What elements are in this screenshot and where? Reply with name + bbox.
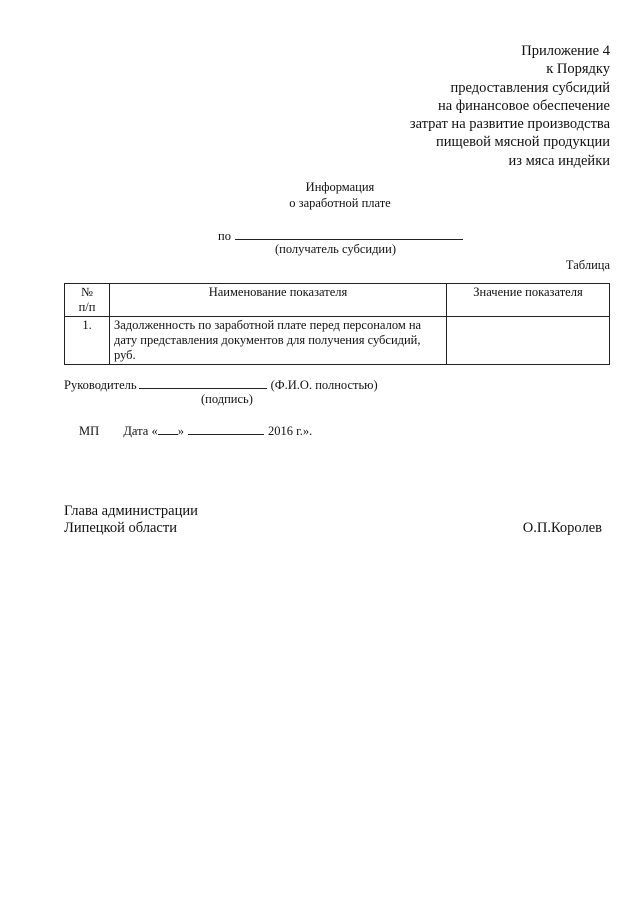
footer-title	[64, 503, 198, 537]
table-header-row	[65, 284, 610, 317]
signature-label: Руководитель	[64, 378, 137, 392]
appendix-line: из мяса индейки	[508, 152, 610, 169]
date-month-blank	[188, 423, 264, 435]
header-name: Наименование показателя	[110, 284, 447, 317]
document-subtitle: о заработной плате	[289, 196, 391, 210]
row-num: 1.	[65, 317, 110, 365]
table-row	[65, 317, 610, 365]
recipient-caption: (получатель субсидии)	[275, 242, 396, 256]
info-table	[64, 283, 610, 365]
date-day-blank	[158, 423, 178, 435]
appendix-line: Приложение 4	[521, 43, 610, 59]
date-label: Дата «	[123, 424, 158, 438]
document-title: Информация	[305, 180, 375, 194]
signature-line	[64, 377, 378, 393]
header-num	[65, 284, 110, 317]
appendix-block	[410, 42, 610, 170]
recipient-prefix: по	[218, 229, 231, 243]
signature-name-hint: (Ф.И.О. полностью)	[270, 378, 378, 392]
signature-caption: (подпись)	[201, 392, 253, 406]
table-label: Таблица	[565, 258, 610, 272]
appendix-line: затрат на развитие производства	[409, 116, 610, 133]
date-year: 2016 г.».	[267, 424, 313, 438]
footer-signer: О.П.Королев	[522, 520, 602, 536]
signature-blank	[139, 377, 267, 389]
row-value	[447, 317, 610, 365]
footer-line2: Липецкой области	[64, 520, 177, 536]
row-name: Задолженность по заработной плате перед персоналом на дату представления документов для получения субсидий, руб.	[110, 317, 447, 365]
header-num-line1: №	[81, 285, 93, 299]
header-num-line2: п/п	[78, 300, 96, 314]
appendix-line: на финансовое обеспечение	[437, 97, 610, 114]
appendix-line: к Порядку	[546, 61, 610, 78]
header-value: Значение показателя	[447, 284, 610, 317]
footer-line1: Глава администрации	[64, 503, 198, 519]
stamp-mark: МП	[79, 424, 100, 438]
appendix-line: предоставления субсидий	[450, 79, 610, 96]
appendix-line: пищевой мясной продукции	[436, 134, 610, 151]
stamp-date-line	[79, 423, 312, 439]
date-mid: »	[177, 424, 184, 438]
recipient-blank	[235, 228, 463, 240]
